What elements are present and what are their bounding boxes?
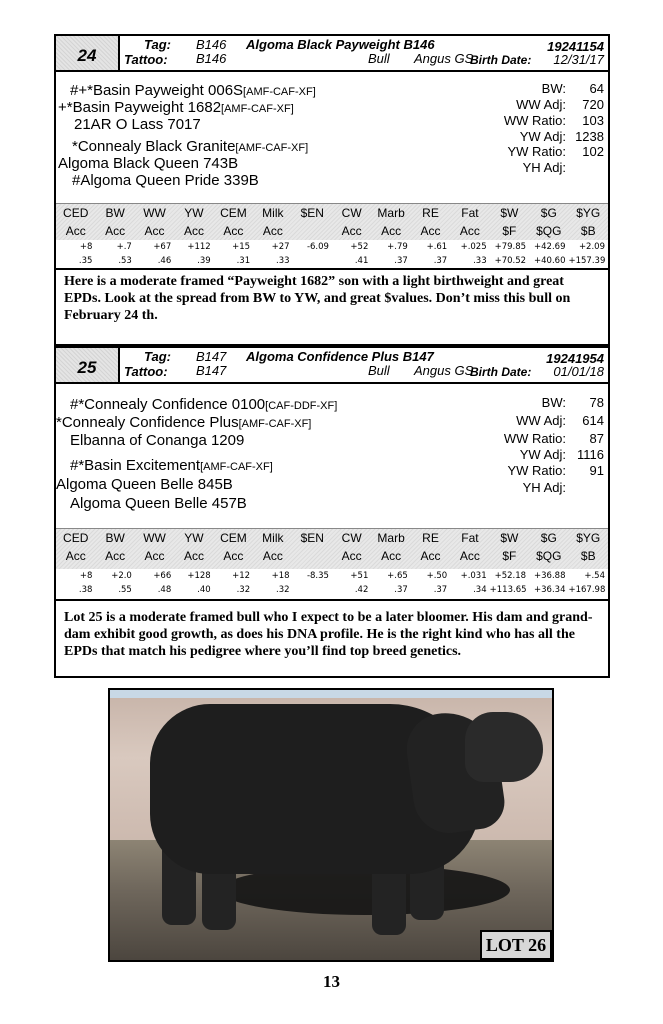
lot-number: 25	[56, 348, 120, 382]
tattoo-label: Tattoo:	[124, 364, 168, 379]
pedigree-dam-dam: Algoma Queen Belle 457B	[70, 495, 247, 512]
performance-ww-ratio: WW Ratio: 103	[503, 113, 604, 128]
tattoo-label: Tattoo:	[124, 52, 168, 67]
photo-lot-label: LOT 26	[480, 930, 552, 960]
bull-head	[465, 712, 543, 782]
epd-values-row: +8 +.7 +67 +112 +15 +27 -6.09 +52 +.79 +.61 +.025 +79.85 +42.69 +2.09	[79, 242, 605, 252]
pedigree-dam-sire: #*Basin Excitement[AMF-CAF-XF]	[70, 457, 273, 474]
breed: Angus GS	[414, 363, 474, 378]
birth-date: 12/31/17	[553, 52, 604, 67]
epd-accuracy-row: .38 .55 .48 .40 .32 .32 .42 .37 .37 .34 +113.65 +36.34 +167.98	[78, 585, 606, 595]
tag-value: B147	[196, 349, 227, 364]
lot-header	[56, 348, 608, 384]
pedigree-sire-sire: #+*Basin Payweight 006S[AMF-CAF-XF]	[70, 82, 316, 99]
pedigree-sire-dam: Elbanna of Conanga 1209	[70, 432, 245, 449]
animal-name: Algoma Confidence Plus B147	[246, 349, 434, 364]
pedigree-dam: Algoma Black Queen 743B	[58, 155, 239, 172]
tag-label: Tag:	[144, 349, 171, 364]
pedigree-sire-dam: 21AR O Lass 7017	[74, 116, 201, 133]
tattoo-value: B147	[196, 363, 227, 378]
birth-date-label: Birth Date:	[470, 365, 532, 379]
epd-header-row: CED BW WW YW CEM Milk $EN CW Marb RE Fat $W $G $YG	[63, 531, 601, 545]
performance-ww-ratio: WW Ratio: 87	[503, 431, 604, 446]
birth-date: 01/01/18	[553, 364, 604, 379]
pedigree-sire: +*Basin Payweight 1682[AMF-CAF-XF]	[58, 99, 294, 116]
registration-number: 19241954	[546, 351, 604, 366]
performance-ww-adj: WW Adj: 614	[516, 413, 604, 428]
epd-subheader-row: Acc Acc Acc Acc Acc Acc Acc Acc Acc Acc $F $QG $B	[65, 224, 596, 238]
registration-number: 19241154	[547, 39, 604, 54]
pedigree-sire: *Connealy Confidence Plus[AMF-CAF-XF]	[56, 414, 312, 431]
performance-yw-ratio: YW Ratio: 102	[507, 144, 604, 159]
performance-bw: BW: 64	[541, 81, 604, 96]
sex: Bull	[368, 51, 390, 66]
lot-number: 24	[56, 36, 120, 70]
epd-accuracy-row: .35 .53 .46 .39 .31 .33 .41 .37 .37 .33 +70.52 +40.60 +157.39	[78, 256, 606, 266]
pedigree-sire-sire: #*Connealy Confidence 0100[CAF-DDF-XF]	[70, 396, 338, 413]
breed: Angus GS	[414, 51, 474, 66]
performance-ww-adj: WW Adj: 720	[516, 97, 604, 112]
pedigree-dam-dam: #Algoma Queen Pride 339B	[72, 172, 259, 189]
lot-header	[56, 36, 608, 72]
pedigree-dam: Algoma Queen Belle 845B	[56, 476, 233, 493]
tag-label: Tag:	[144, 37, 171, 52]
epd-subheader-row: Acc Acc Acc Acc Acc Acc Acc Acc Acc Acc $F $QG $B	[65, 549, 596, 563]
animal-name: Algoma Black Payweight B146	[246, 37, 435, 52]
performance-yh-adj: YH Adj:	[522, 480, 566, 495]
performance-yh-adj: YH Adj:	[522, 160, 566, 175]
lot-description: Lot 25 is a moderate framed bull who I expect to be a later bloomer. His dam and grand-dam exhibit good growth, as does his DNA profile. He is the right kind who has all the EPDs that match his pedigree where you’ll find top breed genetics.	[64, 610, 593, 659]
bull-photo	[108, 688, 554, 962]
tag-value: B146	[196, 37, 227, 52]
birth-date-label: Birth Date:	[470, 53, 532, 67]
sex: Bull	[368, 363, 390, 378]
tattoo-value: B146	[196, 51, 227, 66]
lot-24-card	[54, 34, 610, 346]
pedigree	[56, 384, 608, 528]
epd-header-row: CED BW WW YW CEM Milk $EN CW Marb RE Fat $W $G $YG	[63, 206, 601, 220]
performance-bw: BW: 78	[541, 395, 604, 410]
performance-yw-adj: YW Adj: 1238	[519, 129, 604, 144]
epd-table	[56, 203, 608, 270]
page-number: 13	[323, 972, 340, 991]
pedigree-dam-sire: *Connealy Black Granite[AMF-CAF-XF]	[72, 138, 309, 155]
pedigree	[56, 72, 608, 203]
performance-yw-adj: YW Adj: 1116	[519, 447, 604, 462]
lot-25-card	[54, 346, 610, 678]
epd-values-row: +8 +2.0 +66 +128 +12 +18 -8.35 +51 +.65 +.50 +.031 +52.18 +36.88 +.54	[79, 571, 605, 581]
performance-yw-ratio: YW Ratio: 91	[507, 463, 604, 478]
epd-table	[56, 528, 608, 601]
lot-description: Here is a moderate framed “Payweight 1682” son with a light birthweight and great EPDs. Look at the spread from BW to YW, and great $values. Don’t miss this bull on February 24 th.	[64, 274, 571, 323]
